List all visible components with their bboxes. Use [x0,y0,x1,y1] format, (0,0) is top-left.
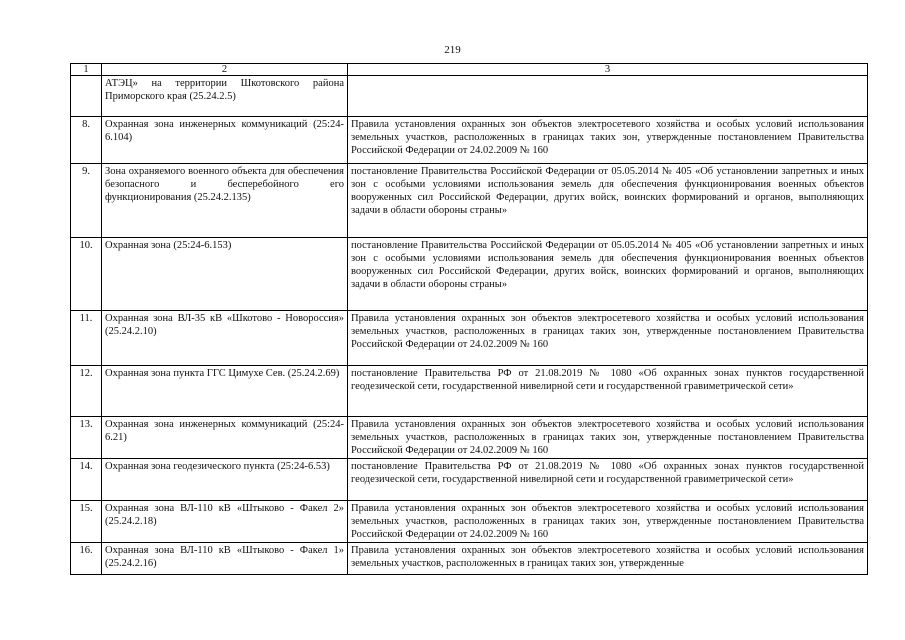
header-col-1: 1 [71,64,102,76]
legal-basis: постановление Правительства РФ от 21.08.2019 № 1080 «Об охранных зонах пунктов государственной геодезической сети, государственной нивелирной сети и государственной гравиметрической сети» [348,459,868,501]
row-number: 14. [71,459,102,501]
zone-name: Охранная зона ВЛ-110 кВ «Штыково - Факел 1» (25.24.2.16) [102,543,348,575]
zone-name: АТЭЦ» на территории Шкотовского района Приморского края (25.24.2.5) [102,76,348,117]
zones-table [70,63,868,575]
zone-name: Охранная зона пункта ГГС Цимухе Сев. (25.24.2.69) [102,366,348,417]
legal-basis [348,76,868,117]
table-row [71,459,868,501]
zone-name: Охранная зона геодезического пункта (25:24-6.53) [102,459,348,501]
row-number: 9. [71,164,102,238]
row-number: 15. [71,501,102,543]
table-row [71,238,868,311]
row-number: 8. [71,117,102,164]
header-col-2: 2 [102,64,348,76]
zone-name: Зона охраняемого военного объекта для обеспечения безопасного и бесперебойного его функционирования (25.24.2.135) [102,164,348,238]
table-header-row [71,64,868,76]
page-number: 219 [444,44,461,56]
legal-basis: постановление Правительства Российской Федерации от 05.05.2014 № 405 «Об установлении запретных и иных зон с особыми условиями использования земель для обеспечения функционирования военных объектов вооруженных сил Российской Федерации, других войск, воинских формирований и органов, выполняющих задачи в области обороны страны» [348,238,868,311]
table-row [71,117,868,164]
zone-name: Охранная зона инженерных коммуникаций (25:24-6.104) [102,117,348,164]
table-row [71,543,868,575]
row-number: 13. [71,417,102,459]
row-number: 10. [71,238,102,311]
zone-name: Охранная зона (25:24-6.153) [102,238,348,311]
legal-basis: постановление Правительства РФ от 21.08.2019 № 1080 «Об охранных зонах пунктов государственной геодезической сети, государственной нивелирной сети и государственной гравиметрической сети» [348,366,868,417]
table-row [71,76,868,117]
table-row [71,164,868,238]
legal-basis: Правила установления охранных зон объектов электросетевого хозяйства и особых условий использования земельных участков, расположенных в границах таких зон, утвержденные постановлением Правительства Российской Федерации от 24.02.2009 № 160 [348,417,868,459]
row-number: 11. [71,311,102,366]
table-row [71,311,868,366]
zone-name: Охранная зона инженерных коммуникаций (25:24-6.21) [102,417,348,459]
row-number: 12. [71,366,102,417]
zone-name: Охранная зона ВЛ-35 кВ «Шкотово - Новороссия» (25.24.2.10) [102,311,348,366]
legal-basis: постановление Правительства Российской Федерации от 05.05.2014 № 405 «Об установлении запретных и иных зон с особыми условиями использования земель для обеспечения функционирования военных объектов вооруженных сил Российской Федерации, других войск, воинских формирований и органов, выполняющих задачи в области обороны страны» [348,164,868,238]
row-number [71,76,102,117]
zone-name: Охранная зона ВЛ-110 кВ «Штыково - Факел 2» (25.24.2.18) [102,501,348,543]
row-number: 16. [71,543,102,575]
legal-basis: Правила установления охранных зон объектов электросетевого хозяйства и особых условий использования земельных участков, расположенных в границах таких зон, утвержденные постановлением Правительства Российской Федерации от 24.02.2009 № 160 [348,311,868,366]
table-row [71,366,868,417]
header-col-3: 3 [348,64,868,76]
legal-basis: Правила установления охранных зон объектов электросетевого хозяйства и особых условий использования земельных участков, расположенных в границах таких зон, утвержденные постановлением Правительства Российской Федерации от 24.02.2009 № 160 [348,117,868,164]
table-row [71,417,868,459]
legal-basis: Правила установления охранных зон объектов электросетевого хозяйства и особых условий использования земельных участков, расположенных в границах таких зон, утвержденные постановлением Правительства Российской Федерации от 24.02.2009 № 160 [348,501,868,543]
table-row [71,501,868,543]
legal-basis: Правила установления охранных зон объектов электросетевого хозяйства и особых условий использования земельных участков, расположенных в границах таких зон, утвержденные [348,543,868,575]
